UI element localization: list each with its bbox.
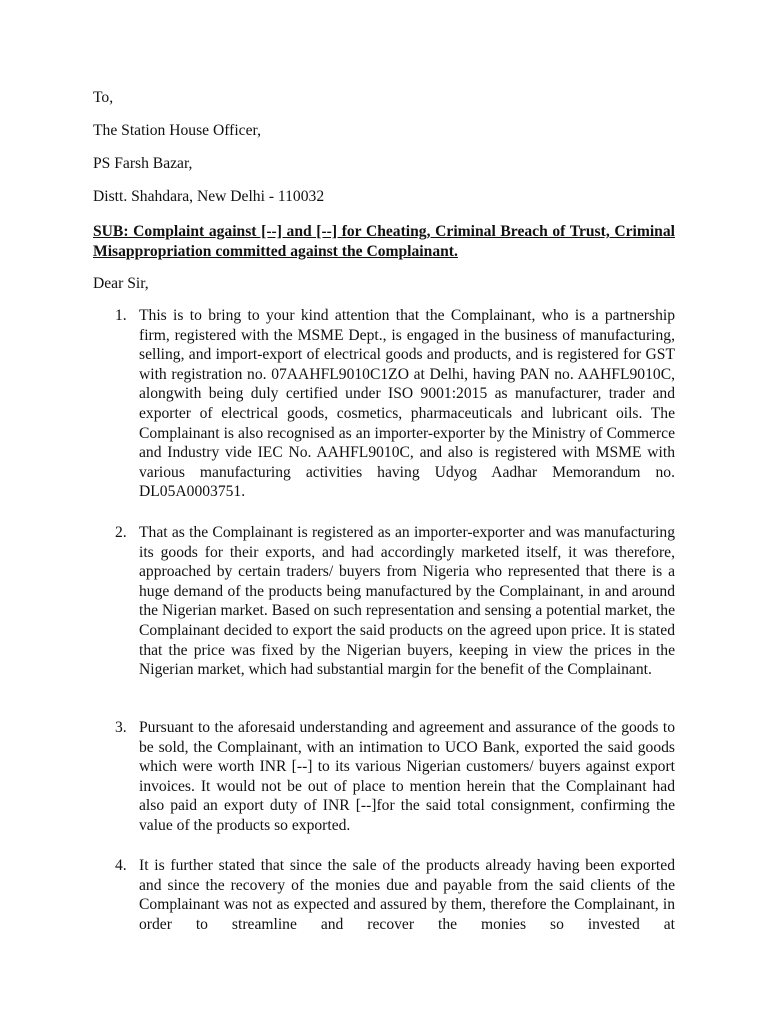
paragraph-number: 4. — [115, 857, 127, 874]
paragraph-2 — [93, 523, 675, 680]
paragraph-text: It is further stated that since the sale of the products already having been exported and since the recovery of the monies due and payable from the said clients of the Complainant was not as expected and assured by them, therefore the Complainant, in order to streamline and recover the monies so invested at — [139, 857, 675, 933]
paragraph-text: This is to bring to your kind attention that the Complainant, who is a partnership firm, registered with the MSME Dept., is engaged in the business of manufacturing, selling, and import-export of electrical goods and products, and is registered for GST with registration no. 07AAHFL9010C1ZO at Delhi, having PAN no. AAHFL9010C, alongwith being duly certified under ISO 9001:2015 as manufacturer, trader and exporter of electrical goods, cosmetics, pharmaceuticals and lubricant oils. The Complainant is also recognised as an importer-exporter by the Ministry of Commerce and Industry vide IEC No. AAHFL9010C, and also is registered with MSME with various manufacturing activities having Udyog Aadhar Memorandum no. DL05A0003751. — [139, 307, 675, 501]
letter-subject: SUB: Complaint against [--] and [--] for Cheating, Criminal Breach of Trust, Criminal Misappropriation committed against the Complainant. — [93, 223, 675, 260]
paragraph-4 — [93, 856, 675, 934]
paragraph-text: That as the Complainant is registered as an importer-exporter and was manufacturing its goods for their exports, and had accordingly marketed itself, it was therefore, approached by certain traders/ buyers from Nigeria who represented that there is a huge demand of the products being manufactured by the Complainant, in and around the Nigerian market. Based on such representation and sensing a potential market, the Complainant decided to export the said products on the agreed upon price. It is stated that the price was fixed by the Nigerian buyers, keeping in view the prices in the Nigerian market, which had substantial margin for the benefit of the Complainant. — [139, 524, 675, 679]
letter-to: To, — [93, 89, 114, 106]
letter-district: Distt. Shahdara, New Delhi - 110032 — [93, 188, 325, 205]
letter-police-station: PS Farsh Bazar, — [93, 155, 193, 172]
letter-addressee: The Station House Officer, — [93, 122, 261, 139]
paragraph-number: 1. — [115, 307, 127, 324]
paragraph-number: 3. — [115, 719, 127, 736]
paragraph-3 — [93, 718, 675, 836]
paragraph-1 — [93, 306, 675, 502]
paragraph-number: 2. — [115, 524, 127, 541]
paragraph-text: Pursuant to the aforesaid understanding and agreement and assurance of the goods to be sold, the Complainant, with an intimation to UCO Bank, exported the said goods which were worth INR [--] to its various Nigerian customers/ buyers against export invoices. It would not be out of place to mention herein that the Complainant had also paid an export duty of INR [--]for the said total consignment, confirming the value of the products so exported. — [139, 719, 675, 834]
letter-salutation: Dear Sir, — [93, 275, 149, 292]
